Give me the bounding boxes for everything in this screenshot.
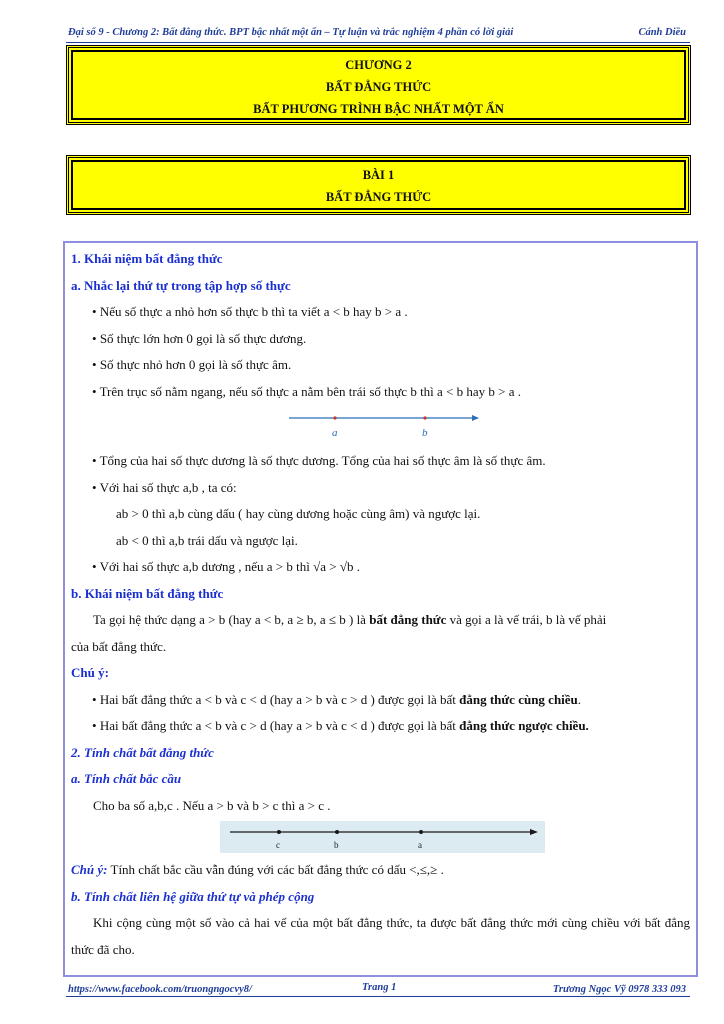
footer-author: Trương Ngọc Vỹ 0978 333 093 xyxy=(552,984,686,995)
header-book: Cánh Diều xyxy=(638,27,686,38)
transitive-paragraph: Cho ba số a,b,c . Nếu a > b và b > c thì a > c . xyxy=(93,797,331,813)
note-bullet-1 xyxy=(71,687,690,714)
bullet-2: • Số thực lớn hơn 0 gọi là số thực dương. xyxy=(71,326,690,353)
note-2-label: Chú ý: xyxy=(71,862,108,877)
note-2-term: đẳng thức ngược chiều. xyxy=(459,718,589,733)
section-2-title: 2. Tính chất bất đẳng thức xyxy=(71,744,214,760)
point-a xyxy=(333,416,336,419)
addition-paragraph: Khi cộng cùng một số vào cả hai vế của một bất đẳng thức, ta được bất đẳng thức mới cùng chiều với bất đẳng thức đã cho. xyxy=(71,915,690,957)
page-footer xyxy=(68,984,686,998)
header-title: Đại số 9 - Chương 2: Bất đẳng thức. BPT bậc nhất một ẩn – Tự luận và trắc nghiệm 4 phần có lời giải xyxy=(68,27,514,38)
bullet-6: • Với hai số thực a,b , ta có: xyxy=(71,475,690,502)
axis-arrow-icon xyxy=(530,829,538,835)
bullet-5: • Tổng của hai số thực dương là số thực dương. Tổng của hai số thực âm là số thực âm. xyxy=(71,448,690,475)
note-1-end: . xyxy=(577,691,582,707)
definition-term: bất đẳng thức xyxy=(369,612,447,627)
point-b xyxy=(335,830,339,834)
note-1-title: Chú ý: xyxy=(71,665,109,680)
footer-link[interactable]: https://www.facebook.com/truongngocvy8/ xyxy=(68,984,252,995)
definition-text-2: và gọi a là vế trái, b là vế phải xyxy=(446,612,607,627)
label-a: a xyxy=(418,840,422,850)
definition-paragraph xyxy=(71,607,690,634)
bullet-7: • Với hai số thực a,b dương , nếu a > b thì √a > √b . xyxy=(71,554,690,581)
point-b xyxy=(423,416,426,419)
header-divider xyxy=(66,42,690,43)
bullet-3: • Số thực nhỏ hơn 0 gọi là số thực âm. xyxy=(71,352,690,379)
note-1-term: đẳng thức cùng chiều xyxy=(459,691,578,707)
chapter-name-2: BẤT PHƯƠNG TRÌNH BẬC NHẤT MỘT ẨN xyxy=(253,102,504,116)
chapter-name-1: BẤT ĐẲNG THỨC xyxy=(325,80,432,94)
bullet-1: • Nếu số thực a nhỏ hơn số thực b thì ta viết a < b hay b > a . xyxy=(71,299,690,326)
label-b: b xyxy=(334,840,339,850)
point-c xyxy=(277,830,281,834)
lesson-title-box xyxy=(66,155,691,215)
point-a xyxy=(419,830,423,834)
section-1-title: 1. Khái niệm bất đẳng thức xyxy=(71,251,223,266)
label-c: c xyxy=(276,840,280,850)
label-a: a xyxy=(332,427,338,439)
chapter-title-box xyxy=(66,45,691,125)
number-line-2 xyxy=(220,821,545,853)
lesson-content xyxy=(63,241,698,977)
figure-panel xyxy=(220,821,545,853)
note-1-text: Hai bất đẳng thức a < b và c < d (hay a > b và c > d ) được gọi là bất xyxy=(99,691,460,707)
note-2-body: Tính chất bắc cầu vẫn đúng với các bất đẳng thức có dấu <,≤,≥ . xyxy=(107,862,444,877)
section-1a-title: a. Nhắc lại thứ tự trong tập hợp số thực xyxy=(71,277,291,293)
definition-line-2: của bất đẳng thức. xyxy=(71,638,167,654)
case-positive: ab > 0 thì a,b cùng dấu ( hay cùng dương hoặc cùng âm) và ngược lại. xyxy=(116,506,481,521)
note-bullet-2 xyxy=(71,713,690,740)
axis-arrow-icon xyxy=(472,415,479,421)
page-number: Trang 1 xyxy=(362,982,397,993)
section-2b-title: b. Tính chất liên hệ giữa thứ tự và phép cộng xyxy=(71,888,315,904)
bullet-4: • Trên trục số nằm ngang, nếu số thực a nằm bên trái số thực b thì a < b hay b > a . xyxy=(71,379,690,406)
lesson-number: BÀI 1 xyxy=(362,168,395,182)
lesson-name: BẤT ĐẲNG THỨC xyxy=(325,190,432,204)
page-header xyxy=(68,27,686,43)
number-line-figure-2 xyxy=(71,819,690,857)
case-negative: ab < 0 thì a,b trái dấu và ngược lại. xyxy=(116,532,298,548)
note-2-paragraph xyxy=(71,857,690,884)
number-line-figure-1 xyxy=(71,405,690,448)
definition-text-1: Ta gọi hệ thức dạng a > b (hay a < b, a ≥ b, a ≤ b ) là xyxy=(93,612,370,627)
number-line-1 xyxy=(289,407,479,443)
section-1b-title: b. Khái niệm bất đẳng thức xyxy=(71,585,224,601)
label-b: b xyxy=(422,427,428,439)
note-2-text: Hai bất đẳng thức a < b và c > d (hay a > b và c < d ) được gọi là bất xyxy=(99,718,460,733)
section-2a-title: a. Tính chất bắc cầu xyxy=(71,771,182,786)
chapter-number: CHƯƠNG 2 xyxy=(345,58,412,72)
